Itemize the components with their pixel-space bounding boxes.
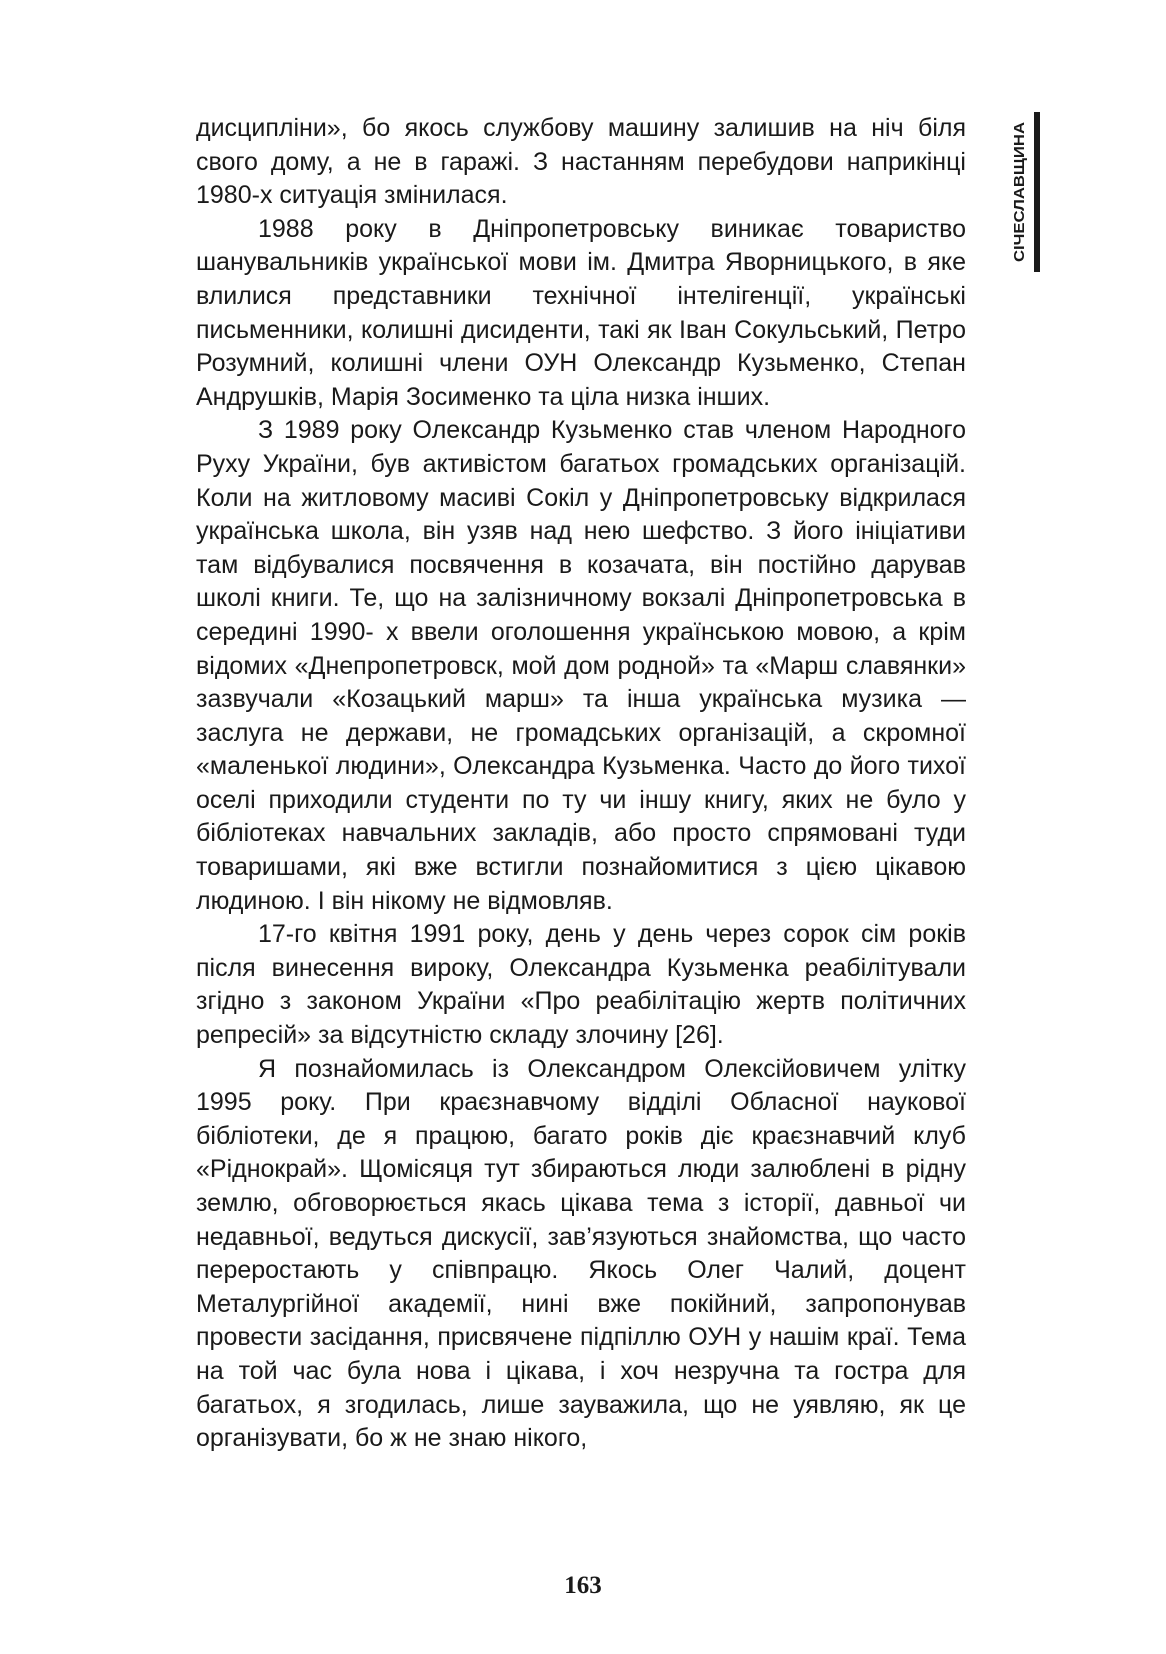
- series-logo-text: СІЧЕСЛАВЩИНА: [1011, 136, 1028, 262]
- paragraph-4: 17-го квітня 1991 року, день у день через сорок сім років після винесення вироку, Олександра Кузьменка реабілітували згідно з законом України «Про реабілітацію жертв політичних репресій» за відсутністю складу злочину [26].: [196, 920, 966, 1050]
- series-logo: [998, 112, 1046, 272]
- paragraph-2: 1988 року в Дніпропетровську виникає товариство шанувальників української мови ім. Дмитра Яворницького, в яке влилися представники технічної інтелігенції, українські письменники, колишні дисиденти, такі як Іван Сокульський, Петро Розумний, колишні члени ОУН Олександр Кузьменко, Степан Андрушків, Марія Зосименко та ціла низка інших.: [196, 214, 966, 411]
- page-number: 163: [564, 1572, 602, 1599]
- paragraph-5: Я познайомилась із Олександром Олексійовичем улітку 1995 року. При краєзнавчому відділі Обласної наукової бібліотеки, де я працюю, багато років діє краєзнавчий клуб «Ріднокрай». Щомісяця тут збираються люди залюблені в рідну землю, обговорюється якась цікава тема з історії, давньої чи недавньої, ведуться дискусії, зав’язуються знайомства, що часто переростають у співпрацю. Якось Олег Чалий, доцент Металургійної академії, нині вже покійний, запропонував провести засідання, присвячене підпіллю ОУН у нашім краї. Тема на той час була нова і цікава, і хоч незручна та гостра для багатьох, я згодилась, лише зауважила, що не уявляю, як це організувати, бо ж не знаю нікого,: [196, 1054, 966, 1453]
- paragraph-3: З 1989 року Олександр Кузьменко став членом Народного Руху України, був активістом багатьох громадських організацій. Коли на житловому масиві Сокіл у Дніпропетровську відкрилася українська школа, він узяв над нею шефство. З його ініціативи там відбувалися посвячення в козачата, він постійно дарував школі книги. Те, що на залізничному вокзалі Дніпропетровська в середині 1990- х ввели оголошення українською мовою, а крім відомих «Днепропетровск, мой дом родной» та «Марш славянки» зазвучали «Козацький марш» та інша українська музика — заслуга не держави, не громадських організацій, а скромної «маленької людини», Олександра Кузьменка. Часто до його тихої оселі приходили студенти по ту чи іншу книгу, яких не було у бібліотеках навчальних закладів, або просто спрямовані туди товаришами, які вже встигли познайомитися з цією цікавою людиною. І він нікому не відмовляв.: [196, 416, 966, 915]
- body-text: [196, 112, 966, 1456]
- paragraph-1: дисципліни», бо якось службову машину залишив на ніч біля свого дому, а не в гаражі. З настанням перебудови наприкінці 1980-х ситуація змінилася.: [196, 114, 966, 210]
